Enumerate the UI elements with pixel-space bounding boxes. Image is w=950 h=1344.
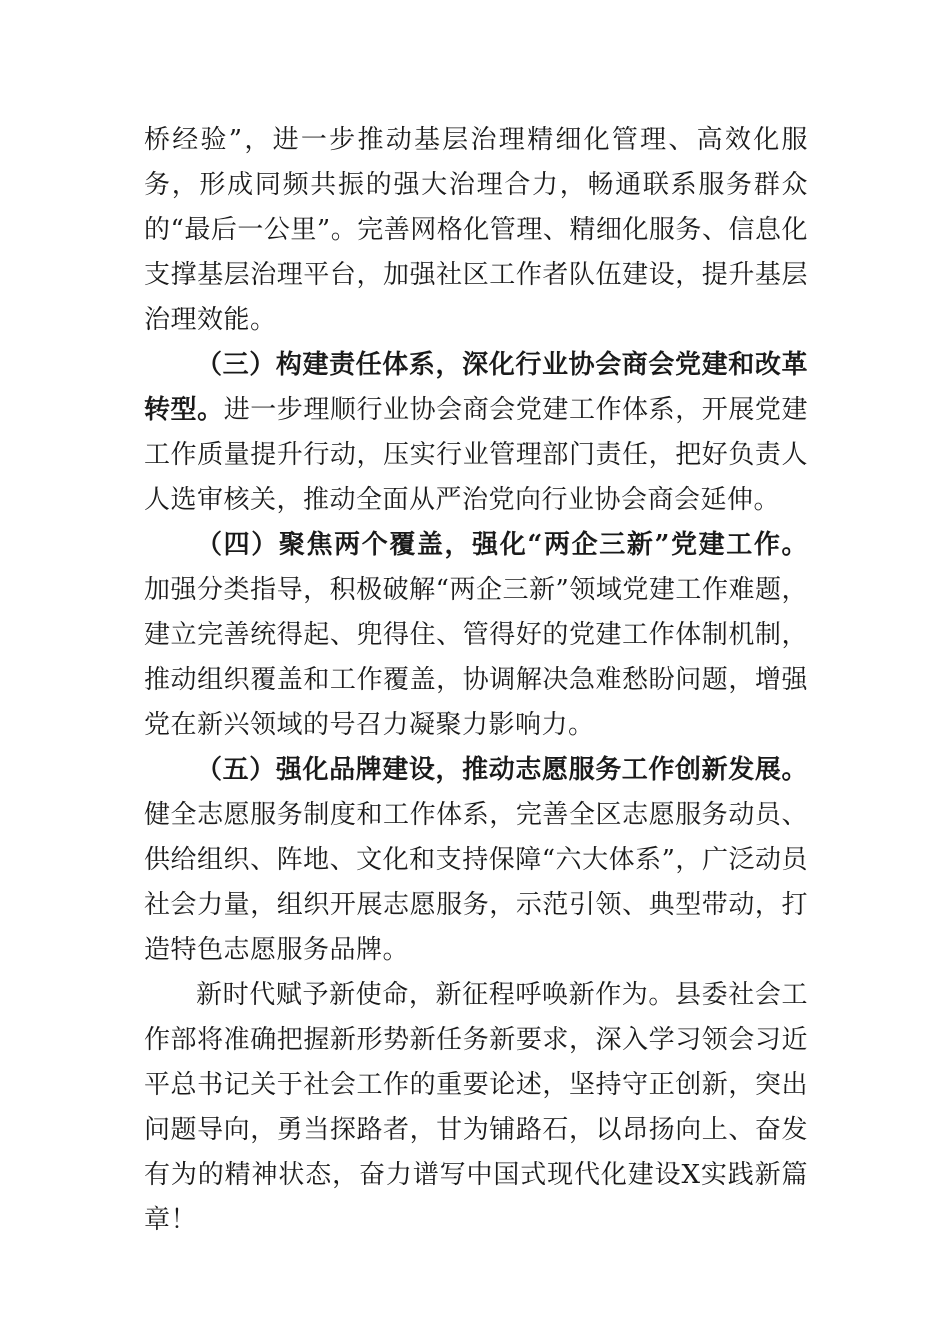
paragraph-conclusion [144, 973, 808, 1243]
document-body [144, 118, 808, 1243]
paragraph-section-5 [144, 748, 808, 973]
paragraph-continuation [144, 118, 808, 343]
paragraph-body: 健全志愿服务制度和工作体系，完善全区志愿服务动员、供给组织、阵地、文化和支持保障“六大体系”，广泛动员社会力量，组织开展志愿服务，示范引领、典型带动，打造特色志愿服务品牌。 [144, 800, 808, 965]
paragraph-body: 进一步理顺行业协会商会党建工作体系，开展党建工作质量提升行动，压实行业管理部门责任，把好负责人人选审核关，推动全面从严治党向行业协会商会延伸。 [144, 395, 808, 515]
section-heading: （四）聚焦两个覆盖，强化“两企三新”党建工作。 [196, 530, 808, 560]
paragraph-section-4 [144, 523, 808, 748]
paragraph-body: 加强分类指导，积极破解“两企三新”领域党建工作难题，建立完善统得起、兜得住、管得好的党建工作体制机制，推动组织覆盖和工作覆盖，协调解决急难愁盼问题，增强党在新兴领域的号召力凝聚力影响力。 [144, 575, 808, 740]
paragraph-body: 新时代赋予新使命，新征程呼唤新作为。县委社会工作部将准确把握新形势新任务新要求，深入学习领会习近平总书记关于社会工作的重要论述，坚持守正创新，突出问题导向，勇当探路者，甘为铺路石，以昂扬向上、奋发有为的精神状态，奋力谱写中国式现代化建设X实践新篇章！ [144, 980, 808, 1235]
paragraph-section-3 [144, 343, 808, 523]
section-heading: （五）强化品牌建设，推动志愿服务工作创新发展。 [196, 755, 808, 785]
section-heading: （三）构建责任体系，深化行业协会商会党建和改革转型。 [144, 350, 808, 425]
paragraph-body: 桥经验”，进一步推动基层治理精细化管理、高效化服务，形成同频共振的强大治理合力，畅通联系服务群众的“最后一公里”。完善网格化管理、精细化服务、信息化支撑基层治理平台，加强社区工作者队伍建设，提升基层治理效能。 [144, 125, 808, 335]
